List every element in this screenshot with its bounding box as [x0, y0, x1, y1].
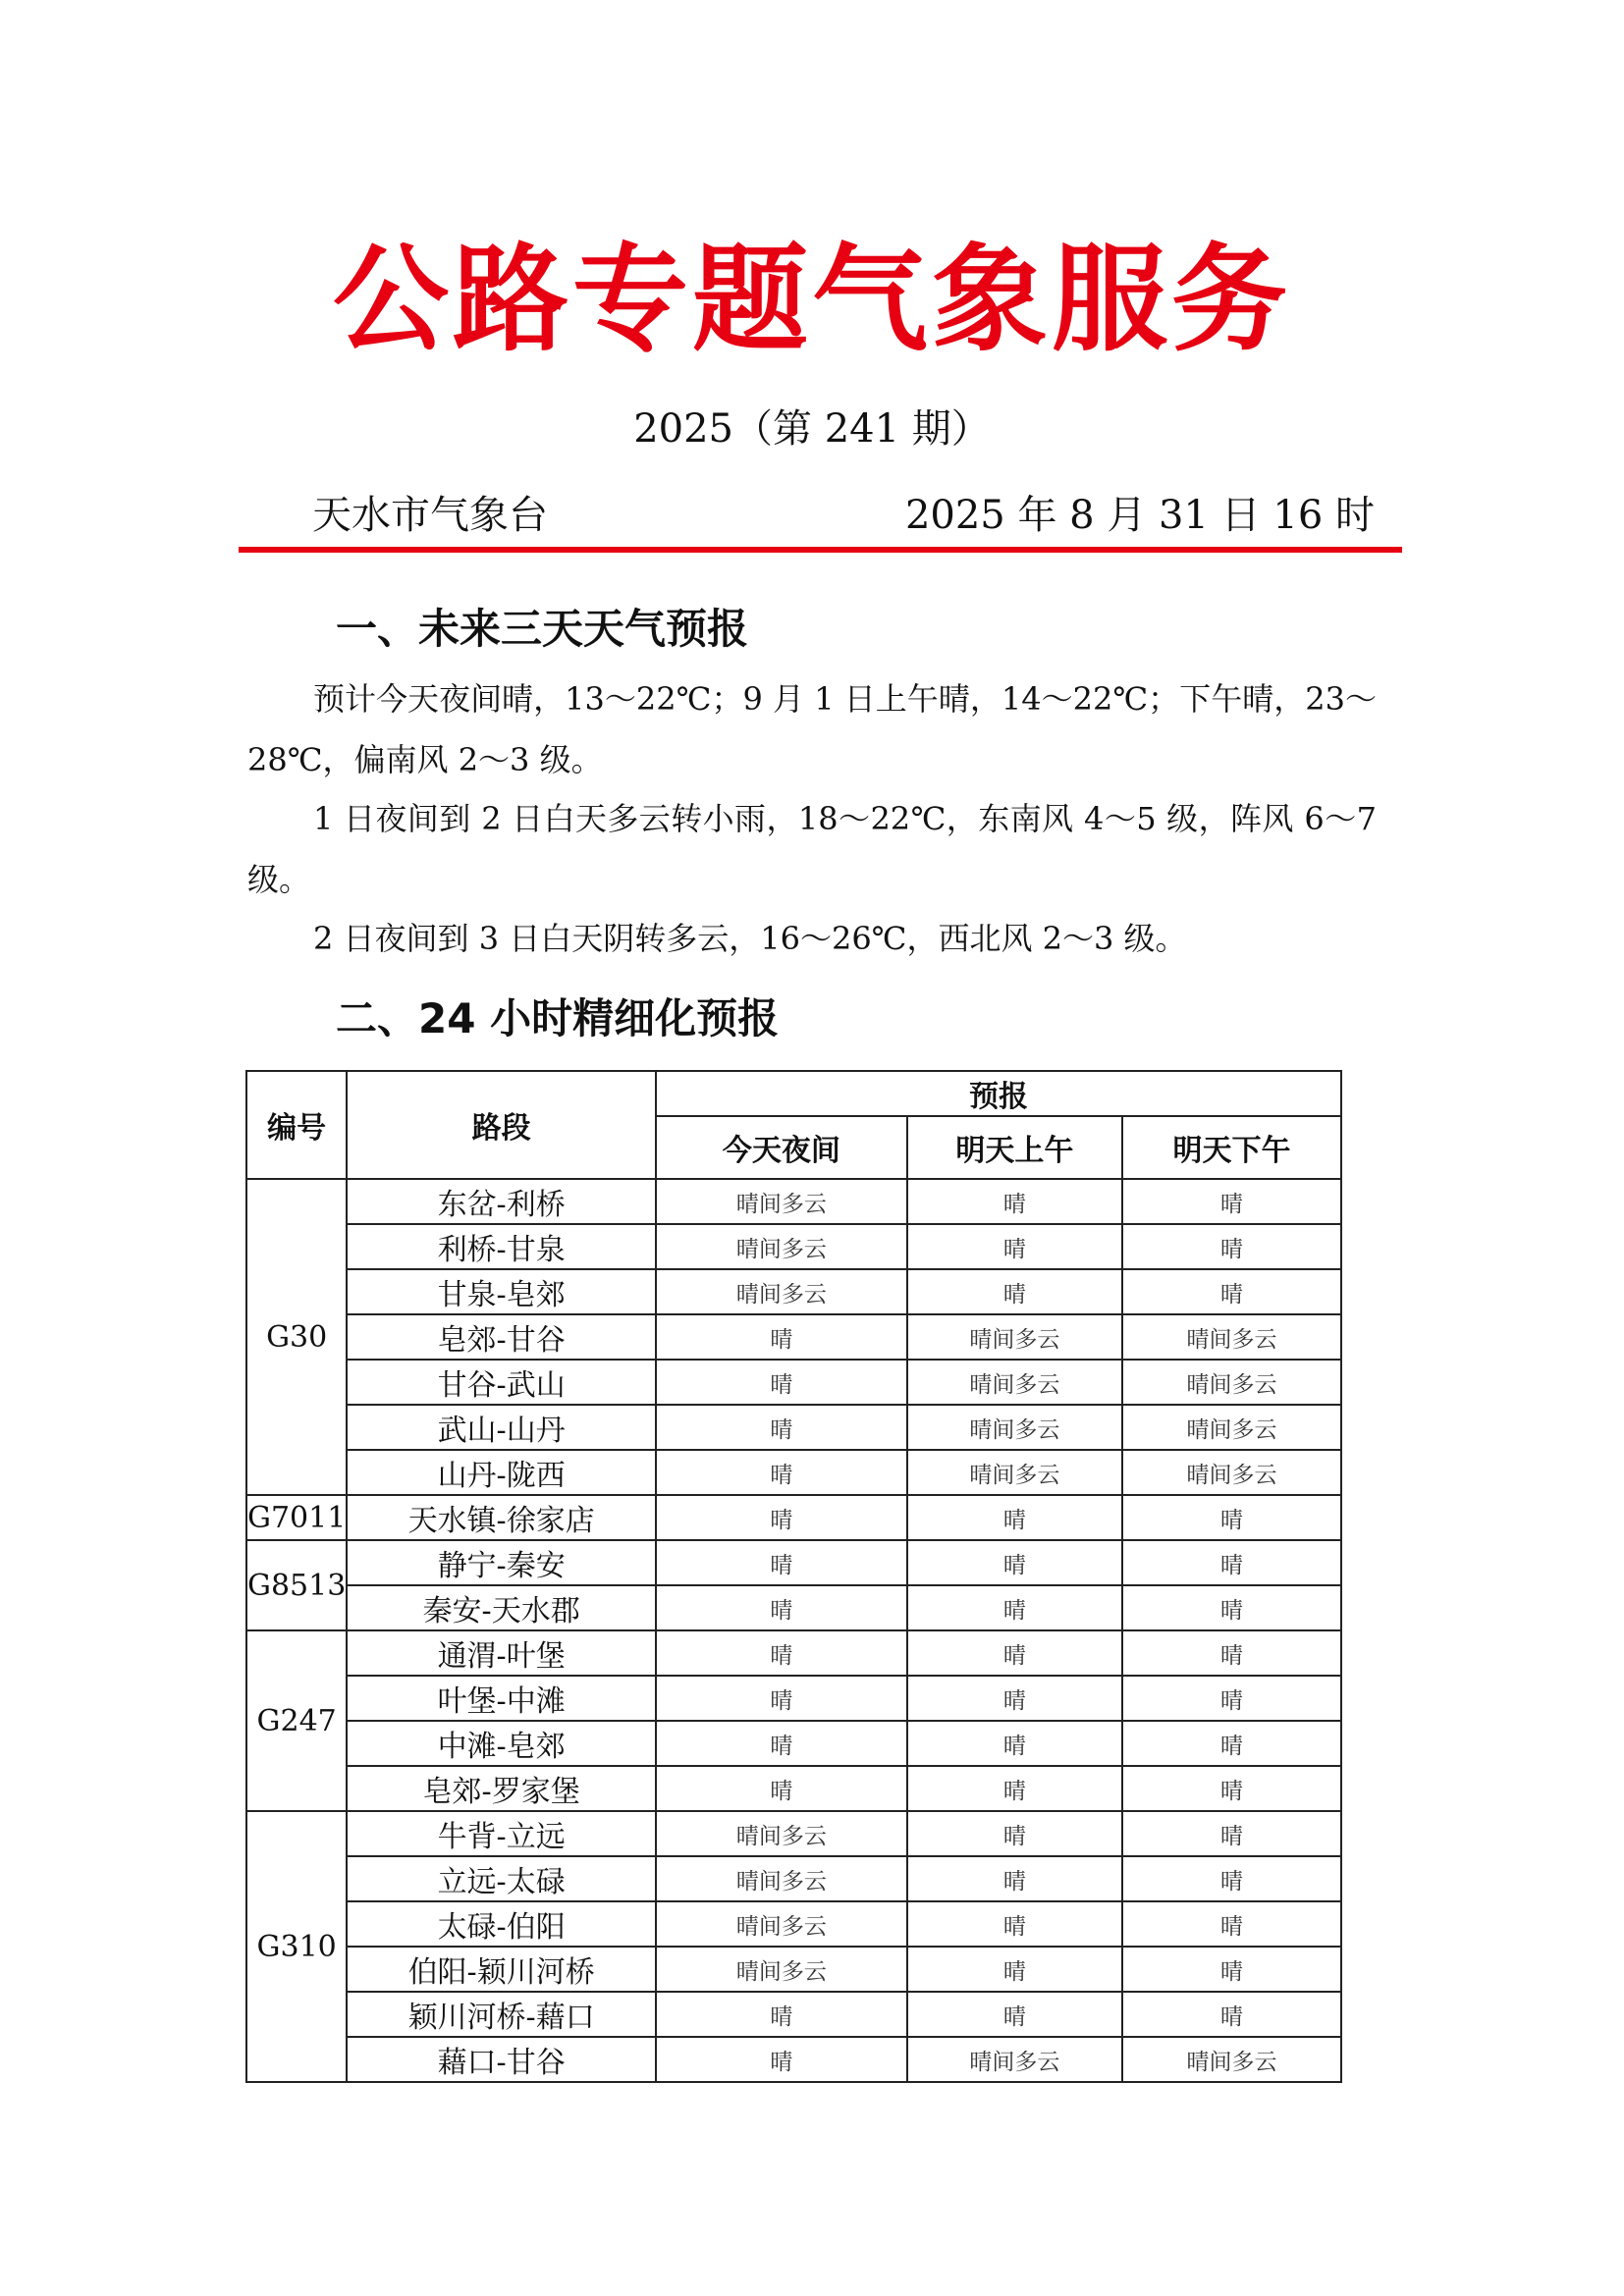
tomorrow-am-cell: 晴: [907, 1676, 1122, 1721]
tonight-cell: 晴间多云: [656, 1856, 907, 1901]
tomorrow-pm-cell: 晴: [1122, 1495, 1341, 1540]
tomorrow-am-cell: 晴: [907, 1856, 1122, 1901]
tonight-cell: 晴: [656, 1360, 907, 1405]
segment-cell: 藉口-甘谷: [347, 2037, 656, 2082]
table-row: [246, 1450, 1341, 1495]
tomorrow-pm-cell: 晴: [1122, 1179, 1341, 1224]
tomorrow-am-cell: 晴: [907, 1992, 1122, 2037]
tomorrow-am-cell: 晴: [907, 1495, 1122, 1540]
tomorrow-pm-cell: 晴: [1122, 1992, 1341, 2037]
table-row: [246, 1856, 1341, 1901]
section1-heading: 一、未来三天天气预报: [336, 605, 749, 653]
tomorrow-am-cell: 晴: [907, 1269, 1122, 1314]
tomorrow-am-cell: 晴间多云: [907, 1314, 1122, 1360]
tonight-cell: 晴: [656, 2037, 907, 2082]
road-id-cell: G7011: [246, 1495, 347, 1540]
forecast-paragraph-3: 2 日夜间到 3 日白天阴转多云，16～26℃，西北风 2～3 级。: [313, 920, 1187, 957]
issue-number: 2025（第 241 期）: [633, 406, 991, 452]
issue-date: 2025 年 8 月 31 日 16 时: [904, 493, 1375, 538]
tomorrow-am-cell: 晴间多云: [907, 1405, 1122, 1450]
segment-cell: 伯阳-颖川河桥: [347, 1947, 656, 1992]
table-row: [246, 1495, 1341, 1540]
tonight-cell: 晴: [656, 1630, 907, 1676]
tomorrow-pm-cell: 晴: [1122, 1856, 1341, 1901]
tomorrow-pm-cell: 晴: [1122, 1585, 1341, 1630]
segment-cell: 甘谷-武山: [347, 1360, 656, 1405]
tonight-cell: 晴间多云: [656, 1901, 907, 1947]
segment-cell: 东岔-利桥: [347, 1179, 656, 1224]
tomorrow-am-cell: 晴: [907, 1540, 1122, 1585]
tomorrow-pm-cell: 晴: [1122, 1947, 1341, 1992]
tonight-cell: 晴: [656, 1540, 907, 1585]
table-row: [246, 1676, 1341, 1721]
segment-cell: 太碌-伯阳: [347, 1901, 656, 1947]
forecast-paragraph-2: 1 日夜间到 2 日白天多云转小雨，18～22℃，东南风 4～5 级，阵风 6～7级。: [247, 800, 1377, 898]
segment-cell: 甘泉-皂郊: [347, 1269, 656, 1314]
segment-cell: 秦安-天水郡: [347, 1585, 656, 1630]
tonight-cell: 晴间多云: [656, 1811, 907, 1856]
forecast-table-body: [246, 1179, 1341, 2082]
tonight-cell: 晴: [656, 1766, 907, 1811]
tomorrow-pm-cell: 晴: [1122, 1676, 1341, 1721]
segment-cell: 利桥-甘泉: [347, 1224, 656, 1269]
road-id-cell: G30: [246, 1179, 347, 1495]
tonight-cell: 晴间多云: [656, 1947, 907, 1992]
tomorrow-pm-cell: 晴: [1122, 1540, 1341, 1585]
table-row: [246, 1901, 1341, 1947]
tomorrow-am-cell: 晴间多云: [907, 1360, 1122, 1405]
forecast-paragraph-1: 预计今天夜间晴，13～22℃；9 月 1 日上午晴，14～22℃；下午晴，23～28℃，偏南风 2～3 级。: [247, 680, 1377, 778]
tomorrow-pm-cell: 晴间多云: [1122, 1405, 1341, 1450]
tomorrow-am-cell: 晴间多云: [907, 2037, 1122, 2082]
road-id-cell: G8513: [246, 1540, 347, 1630]
header-id: 编号: [246, 1071, 347, 1179]
segment-cell: 天水镇-徐家店: [347, 1495, 656, 1540]
tomorrow-am-cell: 晴: [907, 1766, 1122, 1811]
tomorrow-am-cell: 晴: [907, 1947, 1122, 1992]
table-row: [246, 1360, 1341, 1405]
tonight-cell: 晴: [656, 1992, 907, 2037]
tomorrow-pm-cell: 晴: [1122, 1269, 1341, 1314]
table-row: [246, 1766, 1341, 1811]
header-tonight: 今天夜间: [656, 1116, 907, 1179]
tomorrow-am-cell: 晴: [907, 1811, 1122, 1856]
tomorrow-pm-cell: 晴: [1122, 1224, 1341, 1269]
segment-cell: 颖川河桥-藉口: [347, 1992, 656, 2037]
tomorrow-pm-cell: 晴间多云: [1122, 1360, 1341, 1405]
tomorrow-am-cell: 晴: [907, 1901, 1122, 1947]
segment-cell: 立远-太碌: [347, 1856, 656, 1901]
issuing-organization: 天水市气象台: [312, 493, 548, 538]
tonight-cell: 晴间多云: [656, 1179, 907, 1224]
section2-heading: 二、24 小时精细化预报: [336, 994, 780, 1042]
tomorrow-pm-cell: 晴: [1122, 1901, 1341, 1947]
tomorrow-pm-cell: 晴间多云: [1122, 1314, 1341, 1360]
table-row: [246, 1811, 1341, 1856]
tonight-cell: 晴: [656, 1721, 907, 1766]
tomorrow-pm-cell: 晴: [1122, 1721, 1341, 1766]
table-row: [246, 1947, 1341, 1992]
tonight-cell: 晴: [656, 1405, 907, 1450]
tomorrow-pm-cell: 晴间多云: [1122, 2037, 1341, 2082]
tomorrow-pm-cell: 晴: [1122, 1766, 1341, 1811]
road-id-cell: G247: [246, 1630, 347, 1811]
segment-cell: 皂郊-罗家堡: [347, 1766, 656, 1811]
tomorrow-pm-cell: 晴间多云: [1122, 1450, 1341, 1495]
table-row: [246, 2037, 1341, 2082]
segment-cell: 叶堡-中滩: [347, 1676, 656, 1721]
tomorrow-am-cell: 晴: [907, 1585, 1122, 1630]
segment-cell: 中滩-皂郊: [347, 1721, 656, 1766]
tomorrow-am-cell: 晴: [907, 1721, 1122, 1766]
segment-cell: 静宁-秦安: [347, 1540, 656, 1585]
document-title: 公路专题气象服务: [332, 232, 1291, 367]
segment-cell: 武山-山丹: [347, 1405, 656, 1450]
tomorrow-am-cell: 晴: [907, 1630, 1122, 1676]
header-red-rule: [239, 547, 1402, 553]
tonight-cell: 晴: [656, 1676, 907, 1721]
table-row: [246, 1314, 1341, 1360]
segment-cell: 山丹-陇西: [347, 1450, 656, 1495]
tonight-cell: 晴: [656, 1450, 907, 1495]
header-tomorrow-pm: 明天下午: [1122, 1116, 1341, 1179]
table-row: [246, 1540, 1341, 1585]
tonight-cell: 晴: [656, 1314, 907, 1360]
forecast-table: [245, 1070, 1342, 2083]
header-segment: 路段: [347, 1071, 656, 1179]
tonight-cell: 晴: [656, 1585, 907, 1630]
table-row: [246, 1630, 1341, 1676]
header-forecast: 预报: [656, 1071, 1341, 1116]
table-row: [246, 1992, 1341, 2037]
tonight-cell: 晴间多云: [656, 1269, 907, 1314]
tomorrow-pm-cell: 晴: [1122, 1630, 1341, 1676]
tomorrow-pm-cell: 晴: [1122, 1811, 1341, 1856]
road-id-cell: G310: [246, 1811, 347, 2082]
tonight-cell: 晴间多云: [656, 1224, 907, 1269]
table-row: [246, 1721, 1341, 1766]
segment-cell: 皂郊-甘谷: [347, 1314, 656, 1360]
table-row: [246, 1269, 1341, 1314]
table-row: [246, 1179, 1341, 1224]
tomorrow-am-cell: 晴: [907, 1179, 1122, 1224]
table-row: [246, 1585, 1341, 1630]
table-row: [246, 1224, 1341, 1269]
tomorrow-am-cell: 晴间多云: [907, 1450, 1122, 1495]
segment-cell: 牛背-立远: [347, 1811, 656, 1856]
tomorrow-am-cell: 晴: [907, 1224, 1122, 1269]
header-tomorrow-am: 明天上午: [907, 1116, 1122, 1179]
segment-cell: 通渭-叶堡: [347, 1630, 656, 1676]
table-row: [246, 1405, 1341, 1450]
tonight-cell: 晴: [656, 1495, 907, 1540]
